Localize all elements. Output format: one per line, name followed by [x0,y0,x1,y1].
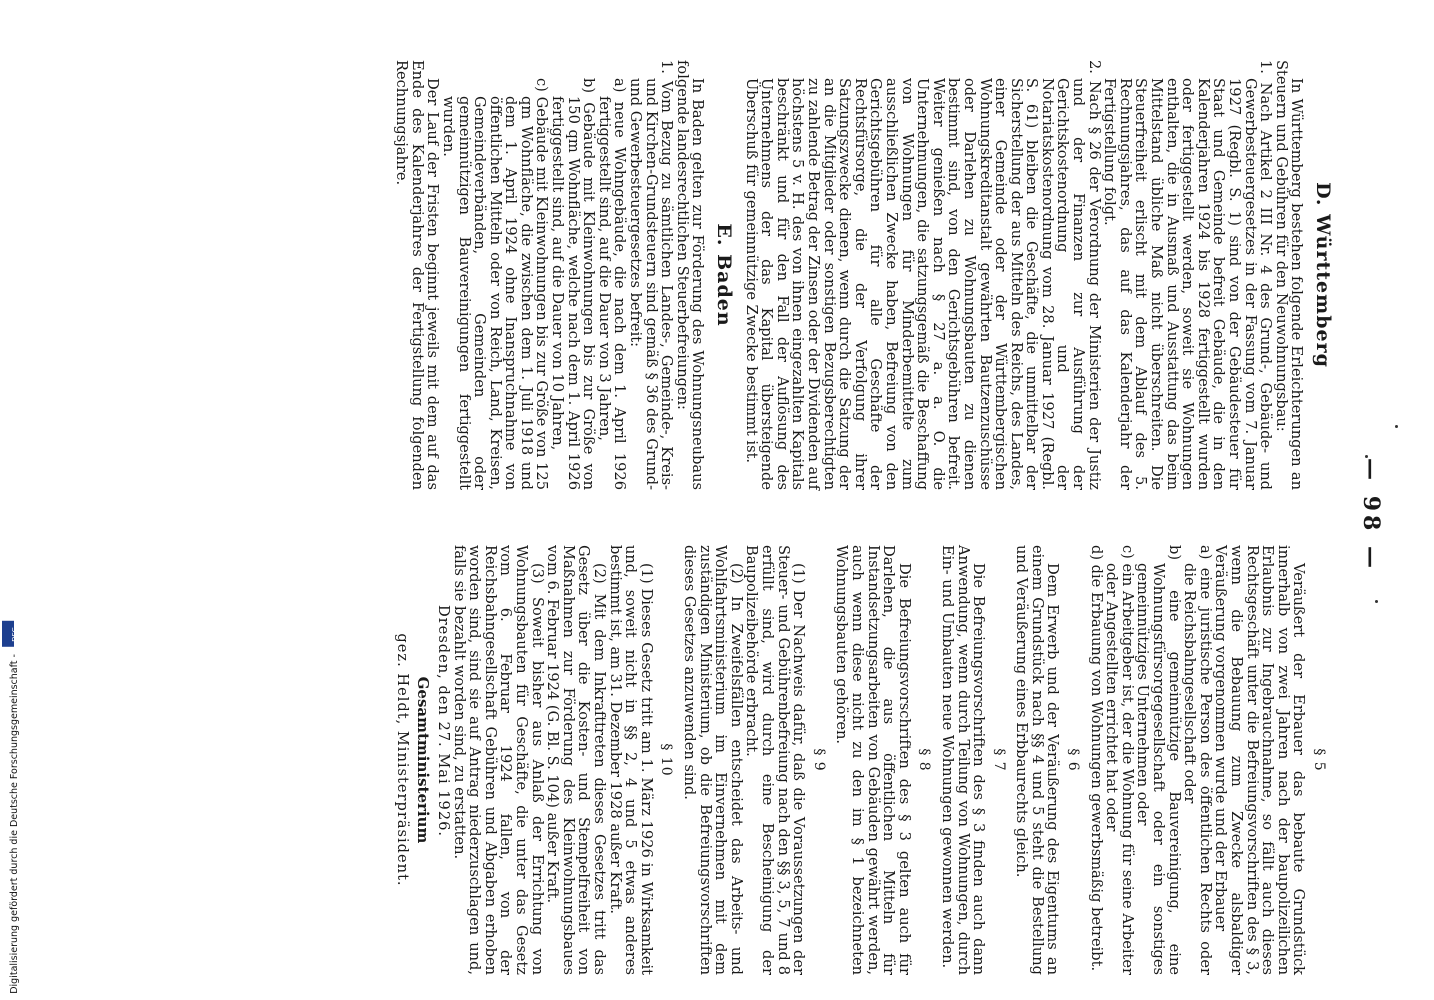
paragraph: (2) Mit dem Inkrafttreten dieses Gesetzes tritt das Gesetz über die Kosten- und Stempelfreiheit von Maßnahmen zur Förderung des Kleinwohnungsbaues vom 6. Februar 1924 (G. Bl. S. 104) außer Kraft. [544,545,609,975]
list-item: 1. Nach Artikel 2 III Nr. 4 des Grund-, Gebäude- und Gewerbesteuergesetzes in der Fassung vom 7. Januar 1927 (Regbl. S. 1) sind von der Gebäudesteuer für Staat und Gemeinde befreit Gebäude, die in den Kalenderjahren 1924 bis 1928 fertiggestellt wurden oder fertiggestellt werden, soweit sie Wohnungen enthalten, die in Ausmaß und Ausstattung das beim Mittelstand übliche Maß nicht überschreiten. Die Steuerfreiheit erlischt mit dem Ablauf des 5. Rechnungsjahres, das auf das Kalenderjahr der Fertigstellung folgt. [1101,60,1275,490]
list-item: a) neue Wohngebäude, die nach dem 1. April 1926 fertiggestellt sind, auf die Dauer von 3 Jahren, [595,78,629,490]
section-heading: § 7 [990,748,1007,772]
scan-speck [1375,600,1378,603]
section-heading: § 8 [916,748,933,772]
list-item: c) Gebäude mit Kleinwohnungen bis zur Größe von 125 qm Wohnfläche, die zwischen dem 1. Juli 1918 und dem 1. April 1924 ohne Inanspruchnahme von öffentlichen Mitteln oder von Reich, Land, Kreisen, Gemeindeverbänden, Gemeinden oder gemeinnützigen Bauvereinigungen fertiggestellt wurden. [439,78,551,490]
left-column [394,545,1334,975]
digitization-credit [2,621,20,994]
place-date: Dresden, den 27. Mai 1926. [435,605,453,838]
list-item: 2. Nach § 26 der Verordnung der Ministerien der Justiz und der Finanzen zur Ausführung der Gerichtskostenordnung und der Notariatskostenordnung vom 28. Januar 1927 (Regbl. S. 61) bleiben die Geschäfte, die unmittelbar der Sicherstellung der aus Mitteln des Reichs, des Landes, einer Gemeinde oder der Württembergischen Wohnungskreditanstalt gewährten Bautzenzuschüsse oder Darlehen zu Wohnungsbauten zu dienen bestimmt sind, von den Gerichtsgebühren befreit. Weiter genießen nach § 27 a. a. O. die Unternehmungen, die satzungsgemäß die Beschaffung von Wohnungen für Minderbemittelte zum ausschließlichen Zwecke haben, Befreiung von den Gerichtsgebühren für alle Geschäfte der Rechtsfürsorge, die der Verfolgung ihrer Satzungszwecke dienen, wenn durch die Satzung der an die Mitglieder oder sonstigen Bezugsberechtigten zu zahlende Betrag der Zinsen oder der Dividenden auf höchstens 5 v. H. des von ihnen eingezahlten Kapitals beschränkt und für den Fall der Auflösung des Unternehmens der das Kapital übersteigende Überschuß für gemeinnützige Zwecke bestimmt ist. [742,60,1103,490]
paragraph: Die Befreiungsvorschriften des § 3 finden auch dann Anwendung, wenn durch Teilung von Wohnungen, durch Ein- und Umbauten neue Wohnungen gewonnen werden. [938,545,988,975]
list-item: c) ein Arbeitgeber ist, der die Wohnung für seine Arbeiter oder Angestellten errichtet hat oder [1103,545,1136,975]
list-item: 1. Vom Bezug zu sämtlichen Landes-, Gemeinde-, Kreis- und Kirchen-Grundsteuern sind gemäß § 36 des Grund- und Gewerbesteuergesetzes befreit: [627,60,676,490]
paragraph: (3) Soweit bisher aus Anlaß der Errichtung von Wohnungsbauten für Geschäfte, die unter das Gesetz vom 6. Februar 1924 fallen, von der Reichsbahngesellschaft Gebühren und Abgaben erhoben worden sind, sind sie auf Antrag niederzuschlagen und, falls sie bezahlt worden sind, zu erstatten. [450,545,546,975]
section-heading: § 6 [1065,748,1082,772]
section-heading: § 10 [658,743,675,777]
scan-speck [1365,455,1368,458]
ministry-name: Gesamtministerium [413,676,432,844]
paragraph: Dem Erwerb und der Veräußerung des Eigentums an einem Grundstück nach §§ 4 und 5 steht die Bestellung und Veräußerung eines Erbbaurechts gleich. [1013,545,1062,975]
list-item: b) eine gemeinnützige Bauvereinigung, eine Wohnungsfürsorgegesellschaft oder ein sonstiges gemeinnütziges Unternehmen oder [1134,545,1183,975]
document-page [134,0,1434,1000]
dfg-logo-icon: DFG [2,621,14,647]
credit-text: Digitalisierung gefördert durch die Deutsche Forschungsgemeinschaft - [9,654,20,994]
section-heading: § 5 [1311,748,1327,772]
state-heading: D. Württemberg [1312,182,1334,368]
paragraph: Die Befreiungsvorschriften des § 3 gelten auch für Darlehen, die aus öffentlichen Mitteln für Instandsetzungsarbeiten von Gebäuden gewährt werden, auch wenn diese nicht zu den im § 1 bezeichneten Wohnungsbauten gehören. [833,545,913,975]
list-item: a) eine juristische Person des öffentlichen Rechts oder die Reichsbahngesellschaft oder [1181,545,1214,975]
paragraph: Veräußert der Erbauer das bebaute Grundstück innerhalb von zwei Jahren nach der baupolizeilichen Erlaubnis zur Ingebrauchnahme, so fällt auch dieses Rechtsgeschäft unter die Befreiungsvorschriften des § 3, wenn die Bebauung zum Zwecke alsbaldiger Veräußerung vorgenommen wurde und der Erbauer [1212,545,1308,975]
page-number: — 98 — [1358,458,1384,572]
paragraph: Der Lauf der Fristen beginnt jeweils mit dem auf das Ende des Kalenderjahres der Fertigstellung folgenden Rechnungsjahre. [393,60,442,490]
state-heading: E. Baden [713,223,736,327]
list-item: d) die Erbauung von Wohnungen gewerbsmäßig betreibt. [1087,545,1105,972]
paragraph: (1) Der Nachweis dafür, daß die Voraussetzungen der Steuer- und Gebührenbefreiung nach den §§ 3, 5, 7 und 8 erfüllt sind, wird durch eine Bescheinigung der Baupolizeibehörde erbracht. [743,545,808,975]
list-item: b) Gebäude mit Kleinwohnungen bis zur Größe von 150 qm Wohnfläche, welche nach dem 1. April 1926 fertiggestellt sind, auf die Dauer von 10 Jahren, [549,78,598,490]
section-heading: § 9 [810,748,827,772]
signature-line: gez. Heldt, Ministerpräsident. [393,633,411,887]
right-column [394,60,1334,490]
paragraph: In Baden gelten zur Förderung des Wohnungsneubaus folgende landesrechtlichen Steuerbefreiungen: [673,60,707,490]
paragraph: (1) Dieses Gesetz tritt am 1. März 1926 in Wirksamkeit und, soweit nicht in §§ 2, 4 und 5 etwas anderes bestimmt ist, am 31. Dezember 1928 außer Kraft. [606,545,655,975]
paragraph: (2) In Zweifelsfällen entscheidet das Arbeits- und Wohlfahrtsministerium im Einvernehmen mit dem zuständigen Ministerium, ob die Befreiungsvorschriften dieses Gesetzes anzuwenden sind. [681,545,745,975]
scan-speck [1395,425,1398,428]
paragraph: In Württemberg bestehen folgende Erleichterungen an Steuern und Gebühren für den Neuwohnungsbau: [1272,60,1306,490]
